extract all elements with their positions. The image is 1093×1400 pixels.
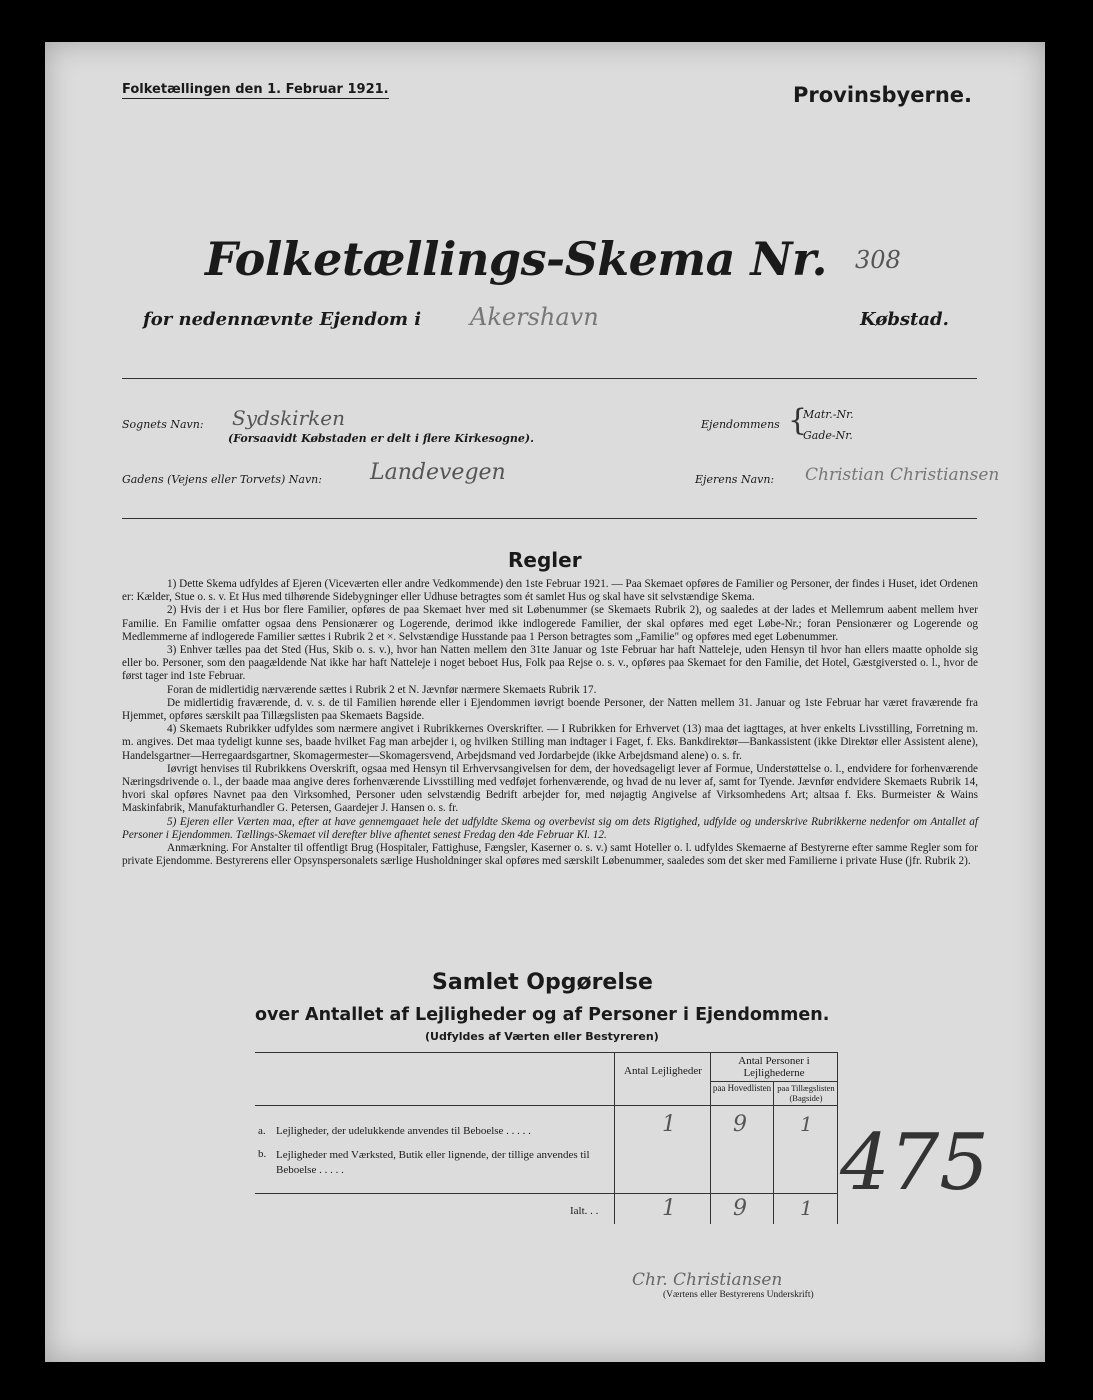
gade-label: Gade-Nr. <box>803 429 853 442</box>
col-lejligheder-header: Antal Lejligheder <box>624 1065 702 1077</box>
rules-text <box>122 578 978 868</box>
street-label: Gadens (Vejens eller Torvets) Navn: <box>122 473 322 486</box>
form-title: Folketællings-Skema Nr. <box>205 232 827 286</box>
property-label: Ejendommens <box>701 418 780 431</box>
rule-4: 4) Skemaets Rubrikker udfyldes som nærmere angivet i Rubrikkernes Overskrifter. — I Rubrikken for Erhvervet (13) maa det iagttages, at hver enkelts Livsstilling, Forretning m. m. angives. Det maa tydeligt kunne ses, baade hvilket Fag man arbejder i, og hvilken Stilling man indtager i Faget, f. Eks. Bankdirektør—Bankassistent (ikke Direktør eller Assistent alene), Handelsgartner—Herregaardsgartner, Skomagermester—Skomagersvend, Arbejdsmand ved Jordarbejde (ikke Arbejdsmand alene) o. s. fr. <box>122 723 978 762</box>
total-lejligheder: 1 <box>662 1196 676 1221</box>
total-label: Ialt. . . <box>570 1205 599 1217</box>
parish-label: Sognets Navn: <box>122 418 204 431</box>
rule-1: 1) Dette Skema udfyldes af Ejeren (Viceværten eller andre Vedkommende) den 1ste Februar 1921. — Paa Skemaet opføres de Familier og Personer, der findes i Huset, idet Ordenen er: Kælder, Stue o. s. v. Et Hus med tilhørende Sidebygninger eller Udhuse betragtes som ét samlet Hus og skal have sit selvstændige Skema. <box>122 578 978 604</box>
property-brace: { <box>788 403 808 438</box>
total-hoved: 9 <box>733 1196 747 1221</box>
row-a-label: Lejligheder, der udelukkende anvendes til Beboelse . . . . . <box>276 1125 531 1137</box>
form-number: 308 <box>855 246 901 274</box>
town-name: Akershavn <box>470 303 599 331</box>
matr-label: Matr.-Nr. <box>803 408 854 421</box>
owner-label: Ejerens Navn: <box>695 473 775 486</box>
col-personer-header: Antal Personer i Lejlighederne <box>738 1055 810 1079</box>
table-vline-1 <box>614 1052 615 1224</box>
table-top-line <box>255 1052 837 1053</box>
rule-3b: Foran de midlertidig nærværende sættes i Rubrik 2 et N. Jævnfør nærmere Skemaets Rubrik 17. <box>167 683 597 696</box>
table-vline-3 <box>773 1081 774 1224</box>
col-hoved-header: paa Hovedlisten <box>712 1083 772 1093</box>
rules-note: Anmærkning. For Anstalter til offentligt Brug (Hospitaler, Fattighuse, Fængsler, Kaserner o. s. v.) samt Hoteller o. l. udfyldes Skemaerne af Bestyrerne efter samme Regler som for private Ejendomme. Bestyrerens eller Opsynspersonalets særlige Husholdninger skal opføres med særskilt Løbenummer, saaledes som det sker med Familierne i private Huse (jfr. Rubrik 2). <box>122 842 978 868</box>
signature-caption: (Værtens eller Bestyrerens Underskrift) <box>663 1290 814 1300</box>
census-date-header: Folketællingen den 1. Februar 1921. <box>122 82 389 97</box>
rule-4b: Iøvrigt henvises til Rubrikkens Overskrift, ogsaa med Hensyn til Erhvervsangivelsen for dem, der hovedsageligt lever af Formue, Understøttelse o. l., endvidere for forhenværende Næringsdrivende o. l., der baade maa angive deres forhenværende Livsstilling med vedføjet forhenværende, og hvad de nu lever af, samt for Tyende. Jævnfør endvidere Skemaets Rubrik 14, hvori skal opføres Navnet paa den Virksomhed, Personer uden selvstændig Bedrift arbejder for, med nøjagtig Angivelse af Virksomhedens Art; altsaa f. Eks. Burmeister & Wains Maskinfabrik, Manufakturhandler G. Petersen, Gaardejer J. Hansen o. s. fr. <box>122 762 978 815</box>
divider-mid <box>122 518 977 519</box>
row-a-tillaeg: 1 <box>800 1112 813 1136</box>
owner-value: Christian Christiansen <box>805 465 1000 485</box>
row-a-hoved: 9 <box>733 1112 747 1137</box>
street-value: Landevegen <box>370 460 506 485</box>
summary-title: Samlet Opgørelse <box>432 970 653 995</box>
signature: Chr. Christiansen <box>632 1270 783 1290</box>
table-total-line <box>255 1193 837 1194</box>
rule-3c: De midlertidig fraværende, d. v. s. de til Familien hørende eller i Ejendommen iøvrigt boende Personer, der Natten mellem 31. Januar og 1ste Februar har været fraværende fra Hjemmet, opføres særskilt paa Tillægslisten paa Skemaets Bagside. <box>122 696 978 723</box>
parish-note: (Forsaavidt Købstaden er delt i flere Kirkesogne). <box>228 432 534 445</box>
summary-note: (Udfyldes af Værten eller Bestyreren) <box>425 1030 659 1043</box>
rule-5: 5) Ejeren eller Værten maa, efter at have gennemgaaet hele det udfyldte Skema og overbevist sig om dets Rigtighed, udfylde og underskrive Rubrikkerne nedenfor om Antallet af Personer i Ejendommen. Tællings-Skemaet vil derefter blive afhentet senest Fredag den 4de Februar Kl. 12. <box>122 815 978 841</box>
col-tillaeg-header: paa Tillægslisten (Bagside) <box>777 1083 835 1103</box>
row-a-letter: a. <box>258 1125 266 1137</box>
table-vline-2 <box>710 1052 711 1224</box>
parish-value: Sydskirken <box>232 406 345 430</box>
row-a-lejligheder: 1 <box>662 1112 676 1137</box>
rule-3: 3) Enhver tælles paa det Sted (Hus, Skib o. s. v.), hvor han Natten mellem den 31te Januar og 1ste Februar har haft Natteleje, uden Hensyn til hvor han ellers maatte opholde sig eller bo. Personer, som den paagældende Nat ikke har haft Natteleje i noget beboet Hus, Folk paa Rejse o. s. v., opføres paa Skemaet for den Familie, det Hotel, Gæstgiversted o. l., hvor de først tager ind 1ste Februar. <box>122 644 978 683</box>
table-head-line <box>255 1105 837 1106</box>
subtitle-suffix: Købstad. <box>860 309 949 330</box>
total-tillaeg: 1 <box>800 1196 813 1220</box>
divider-top <box>122 378 977 379</box>
region-label: Provinsbyerne. <box>793 83 973 107</box>
rules-heading: Regler <box>508 548 582 572</box>
row-b-label: Lejligheder med Værksted, Butik eller lignende, der tillige anvendes til Beboelse . . . . . <box>276 1149 590 1176</box>
row-b-letter: b. <box>258 1148 267 1160</box>
rule-2: 2) Hvis der i et Hus bor flere Familier, opføres de paa Skemaet hver med sit Løbenummer (se Skemaets Rubrik 2), og saaledes at der lades et Mellemrum aabent mellem hver Familie. En Familie omfatter ogsaa dens Pensionærer og Logerende, derimod ikke indlogerede Familier, der skal opføres med eget Løbe-Nr.; foran Pensionærer og Logerende og Medlemmerne af indlogerede Familier sættes i Rubrik 2 et ×. Selvstændige Husstande paa 1 Person betragtes som „Familie" og opføres med eget Løbenummer. <box>122 604 978 643</box>
subtitle-prefix: for nedennævnte Ejendom i <box>143 309 422 330</box>
summary-subtitle: over Antallet af Lejligheder og af Personer i Ejendommen. <box>255 1005 830 1025</box>
margin-note-number: 475 <box>840 1118 989 1208</box>
table-vline-4 <box>837 1052 838 1224</box>
